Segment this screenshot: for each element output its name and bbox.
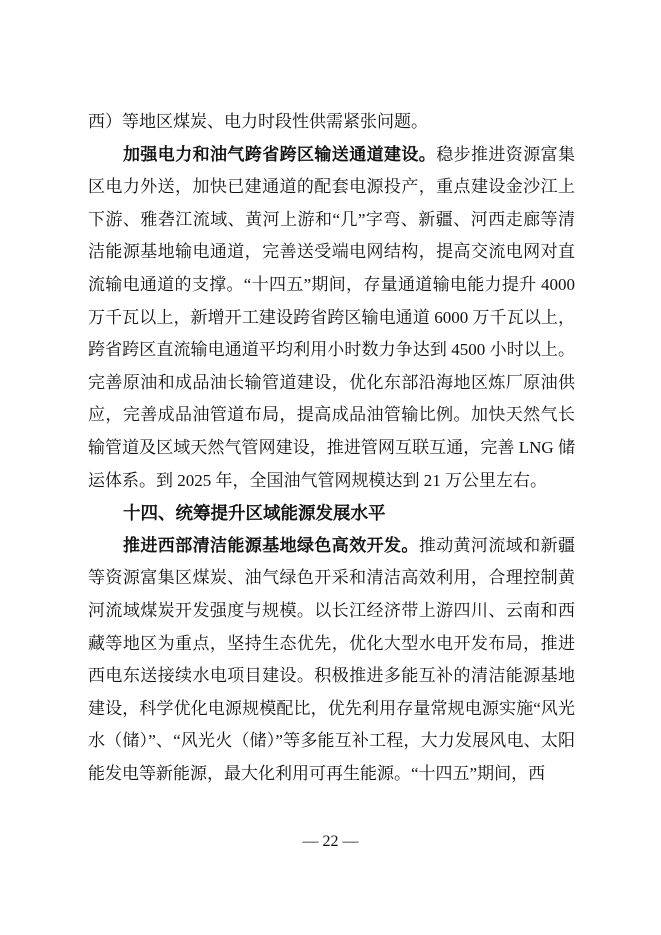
paragraph — [88, 139, 575, 498]
section-heading-text: 十四、统筹提升区域能源发展水平 — [123, 503, 386, 524]
page-footer — [0, 831, 661, 853]
paragraph-text: 稳步推进资源富集区电力外送，加快已建通道的配套电源投产，重点建设金沙江上下游、雅砻江流域、黄河上游和“几”字弯、新疆、河西走廊等清洁能源基地输电通道，完善送受端电网结构，提高交流电网对直流输电通道的支撑。“十四五”期间，存量通道输电能力提升 4000 万千瓦以上，新增开工建设跨省跨区输电通道 6000 万千瓦以上，跨省跨区直流输电通道平均利用小时数力争达到 4500 小时以上。完善原油和成品油长输管道建设，优化东部沿海地区炼厂原油供应，完善成品油管道布局，提高成品油管输比例。加快天然气长输管道及区域天然气管网建设，推进管网互联互通，完善 LNG 储运体系。到 2025 年，全国油气管网规模达到 21 万公里左右。 — [88, 144, 576, 490]
document-body — [88, 106, 575, 790]
paragraph-text: 西）等地区煤炭、电力时段性供需紧张问题。 — [88, 112, 428, 131]
page-number: — 22 — — [302, 833, 359, 850]
paragraph — [88, 530, 575, 791]
paragraph-text: 推动黄河流域和新疆等资源富集区煤炭、油气绿色开采和清洁高效利用，合理控制黄河流域煤炭开发强度与规模。以长江经济带上游四川、云南和西藏等地区为重点，坚持生态优先，优化大型水电开发布局，推进西电东送接续水电项目建设。积极推进多能互补的清洁能源基地建设，科学优化电源规模配比，优先利用存量常规电源实施“风光水（储）”、“风光火（储）”等多能互补工程，大力发展风电、太阳能发电等新能源，最大化利用可再生能源。“十四五”期间，西 — [88, 535, 576, 783]
paragraph-lead: 推进西部清洁能源基地绿色高效开发。 — [123, 535, 419, 555]
section-heading — [88, 497, 575, 530]
paragraph-lead: 加强电力和油气跨省跨区输送通道建设。 — [123, 144, 437, 164]
paragraph — [88, 106, 575, 139]
